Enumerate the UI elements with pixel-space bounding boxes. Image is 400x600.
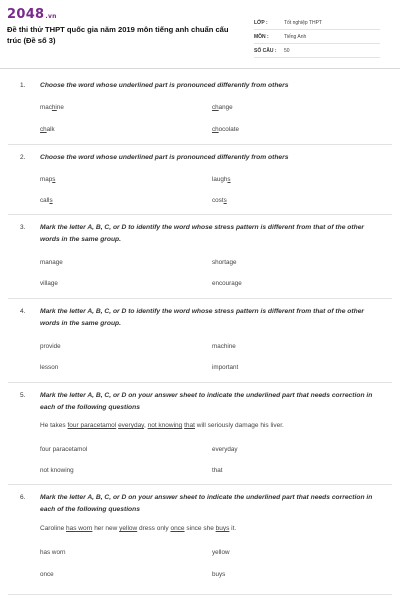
sentence-text: dress only	[137, 525, 171, 532]
option-text: mac	[40, 104, 52, 111]
underlined-part: s	[49, 197, 53, 204]
underlined-part: ch	[212, 126, 219, 133]
option-c[interactable]	[40, 197, 53, 204]
option-d[interactable]: buys	[212, 571, 226, 578]
question-prompt: Mark the letter A, B, C, or D to identify the word whose stress pattern is different from that of the other words in the same group.	[40, 224, 365, 243]
meta-value: Tiếng Anh	[284, 33, 307, 40]
underlined-part: yellow	[119, 525, 138, 532]
option-c[interactable]: once	[40, 571, 54, 578]
sentence-text: Caroline	[40, 525, 67, 532]
exam-title: Đề thi thử THPT quốc gia năm 2019 môn tiếng anh chuẩn cấu trúc (Đề số 3)	[7, 25, 229, 45]
underlined-part: hi	[51, 104, 57, 111]
underlined-part: s	[227, 176, 231, 183]
underlined-part: four paracetamol	[67, 422, 117, 429]
option-d[interactable]: that	[212, 467, 223, 474]
question-divider	[8, 144, 392, 145]
question-sentence	[40, 525, 236, 532]
option-text: laugh	[212, 176, 228, 183]
exam-meta	[254, 16, 380, 58]
meta-value: 50	[284, 47, 290, 54]
underlined-part: not knowing	[147, 422, 183, 429]
option-text: cost	[212, 197, 224, 204]
option-b[interactable]: everyday	[212, 446, 238, 453]
header-divider	[0, 68, 400, 69]
meta-value: Tốt nghiệp THPT	[284, 19, 322, 26]
question-number: 4.	[20, 308, 26, 315]
option-c[interactable]: lesson	[40, 364, 59, 371]
underlined-part: that	[184, 422, 195, 429]
sentence-text: it.	[229, 525, 237, 532]
underlined-part: once	[170, 525, 185, 532]
question-prompt: Mark the letter A, B, C, or D on your answer sheet to indicate the underlined part that needs correction in each of the following questions	[40, 494, 373, 513]
underlined-part: everyday	[118, 422, 144, 429]
sentence-text: ,	[143, 422, 148, 429]
sentence-text: will seriously damage his liver.	[194, 422, 284, 429]
option-c[interactable]	[40, 126, 55, 133]
page-header	[0, 0, 400, 64]
meta-key: MÔN :	[254, 33, 269, 40]
underlined-part: ch	[40, 126, 47, 133]
question-prompt: Choose the word whose underlined part is pronounced differently from others	[40, 154, 289, 161]
option-a[interactable]: provide	[40, 343, 61, 350]
question-number: 3.	[20, 224, 26, 231]
option-text: map	[40, 176, 53, 183]
option-d[interactable]	[212, 126, 239, 133]
underlined-part: s	[223, 197, 227, 204]
option-d[interactable]: important	[212, 364, 239, 371]
meta-subject	[254, 30, 380, 44]
underlined-part: s	[52, 176, 56, 183]
question-divider	[8, 484, 392, 485]
question-prompt: Mark the letter A, B, C, or D on your answer sheet to indicate the underlined part that needs correction in each of the following questions	[40, 392, 373, 411]
option-b[interactable]: shortage	[212, 259, 237, 266]
option-c[interactable]: not knowing	[40, 467, 74, 474]
meta-key: LỚP :	[254, 19, 268, 26]
question-divider	[8, 298, 392, 299]
underlined-part: ch	[212, 104, 219, 111]
meta-count	[254, 44, 380, 58]
option-text: alk	[46, 126, 55, 133]
question-sentence	[40, 422, 284, 429]
question-prompt: Choose the word whose underlined part is pronounced differently from others	[40, 82, 289, 89]
option-text: ange	[218, 104, 233, 111]
question-prompt: Mark the letter A, B, C, or D to identify the word whose stress pattern is different from that of the other words in the same group.	[40, 308, 365, 327]
option-a[interactable]: has worn	[40, 549, 66, 556]
option-a[interactable]	[40, 104, 64, 111]
underlined-part: buys	[215, 525, 230, 532]
option-c[interactable]: village	[40, 280, 58, 287]
option-text: ocolate	[218, 126, 239, 133]
option-a[interactable]: manage	[40, 259, 63, 266]
sentence-text: her new	[92, 525, 120, 532]
option-b[interactable]: yellow	[212, 549, 230, 556]
option-d[interactable]	[212, 197, 227, 204]
site-logo[interactable]	[7, 7, 57, 22]
question-number: 5.	[20, 392, 26, 399]
option-text: call	[40, 197, 50, 204]
meta-class	[254, 16, 380, 30]
option-text: ne	[56, 104, 64, 111]
logo-sub: .vn	[45, 13, 57, 20]
question-number: 6.	[20, 494, 26, 501]
question-number: 1.	[20, 82, 26, 89]
underlined-part: has worn	[66, 525, 93, 532]
question-divider	[8, 214, 392, 215]
option-a[interactable]	[40, 176, 55, 183]
option-b[interactable]: machine	[212, 343, 236, 350]
meta-key: SỐ CÂU :	[254, 47, 277, 54]
question-divider	[8, 382, 392, 383]
logo-main: 2048	[7, 7, 45, 22]
question-divider	[8, 594, 392, 595]
option-d[interactable]: encourage	[212, 280, 242, 287]
question-number: 2.	[20, 154, 26, 161]
option-b[interactable]	[212, 104, 233, 111]
sentence-text: He takes	[40, 422, 68, 429]
option-a[interactable]: four paracetamol	[40, 446, 88, 453]
sentence-text: since she	[184, 525, 216, 532]
option-b[interactable]	[212, 176, 231, 183]
